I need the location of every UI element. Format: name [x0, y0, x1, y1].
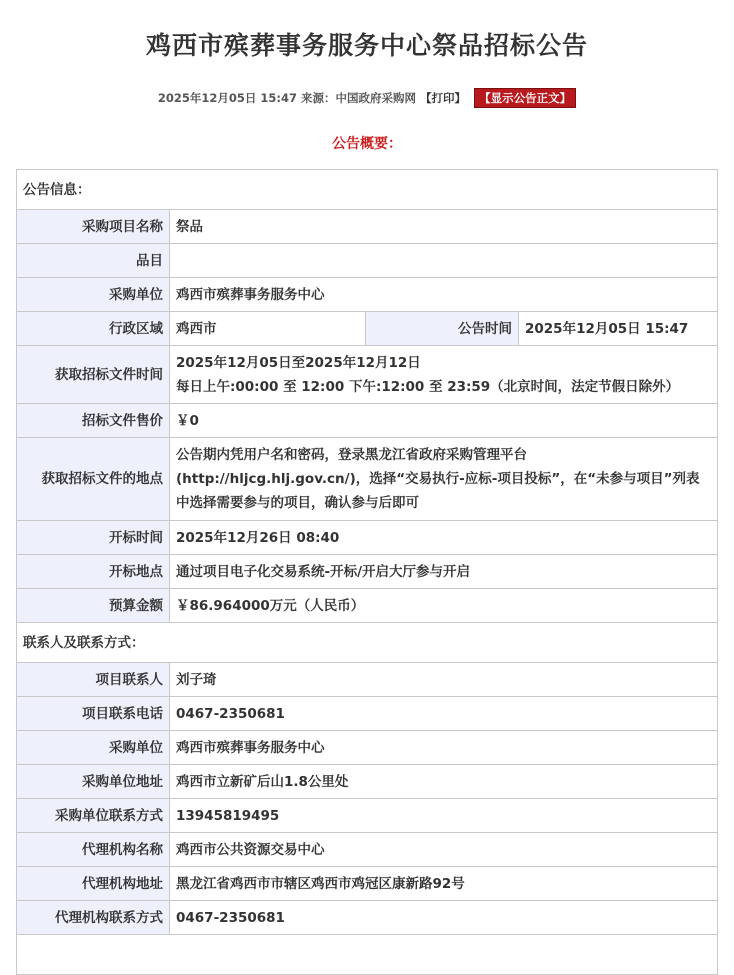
table-row [17, 555, 718, 589]
row-label: 预算金额 [17, 589, 170, 623]
doc-place: 公告期内凭用户名和密码，登录黑龙江省政府采购管理平台(http://hljcg.hlj.gov.cn/)，选择“交易执行-应标-项目投标”，在“未参与项目”列表中选择需要参与的项目，确认参与后即可 [170, 438, 718, 521]
notice-info-section: 公告信息： [17, 170, 718, 210]
doc-price: ￥0 [170, 404, 718, 438]
row-label: 招标文件售价 [17, 404, 170, 438]
row-label: 采购单位 [17, 731, 170, 765]
budget: ￥86.964000万元（人民币） [170, 589, 718, 623]
agency-contact: 0467-2350681 [170, 901, 718, 935]
table-row [17, 697, 718, 731]
table-row [17, 731, 718, 765]
table-row [17, 901, 718, 935]
notice-table [16, 169, 718, 975]
contact-section: 联系人及联系方式： [17, 623, 718, 663]
row-label: 项目联系人 [17, 663, 170, 697]
row-label: 代理机构联系方式 [17, 901, 170, 935]
table-row [17, 278, 718, 312]
row-label: 采购单位地址 [17, 765, 170, 799]
table-row [17, 935, 718, 975]
agency-name: 鸡西市公共资源交易中心 [170, 833, 718, 867]
table-row [17, 438, 718, 521]
table-row [17, 833, 718, 867]
row-label: 采购项目名称 [17, 210, 170, 244]
table-row [17, 404, 718, 438]
row-label: 项目联系电话 [17, 697, 170, 731]
print-link[interactable]: 【打印】 [420, 91, 467, 105]
section-row [17, 170, 718, 210]
project-contact: 刘子琦 [170, 663, 718, 697]
table-row [17, 867, 718, 901]
date-source: 2025年12月05日 15:47 来源：中国政府采购网 [157, 91, 417, 105]
doc-time [170, 346, 718, 404]
region: 鸡西市 [170, 312, 366, 346]
table-row [17, 589, 718, 623]
open-time: 2025年12月26日 08:40 [170, 521, 718, 555]
project-phone: 0467-2350681 [170, 697, 718, 731]
row-label: 代理机构地址 [17, 867, 170, 901]
table-row [17, 346, 718, 404]
page-title: 鸡西市殡葬事务服务中心祭品招标公告 [145, 31, 588, 60]
item-value [170, 244, 718, 278]
table-row [17, 210, 718, 244]
meta-line [0, 88, 734, 108]
project-name: 祭品 [170, 210, 718, 244]
row-label: 公告时间 [366, 312, 519, 346]
open-place: 通过项目电子化交易系统-开标/开启大厅参与开启 [170, 555, 718, 589]
doc-time-line1: 2025年12月05日至2025年12月12日 [176, 354, 421, 371]
row-label: 获取招标文件的地点 [17, 438, 170, 521]
contact-purchaser: 鸡西市殡葬事务服务中心 [170, 731, 718, 765]
doc-time-line2: 每日上午:00:00 至 12:00 下午:12:00 至 23:59（北京时间，法定节假日除外） [176, 378, 680, 395]
row-label: 开标地点 [17, 555, 170, 589]
section-row [17, 623, 718, 663]
table-row [17, 799, 718, 833]
table-row [17, 765, 718, 799]
purchaser: 鸡西市殡葬事务服务中心 [170, 278, 718, 312]
row-label: 获取招标文件时间 [17, 346, 170, 404]
table-row [17, 521, 718, 555]
agency-address: 黑龙江省鸡西市市辖区鸡西市鸡冠区康新路92号 [170, 867, 718, 901]
purchaser-contact: 13945819495 [170, 799, 718, 833]
row-label: 品目 [17, 244, 170, 278]
show-notice-button[interactable]: 【显示公告正文】 [474, 88, 576, 108]
summary-heading: 公告概要： [332, 136, 402, 152]
trailing-row [17, 935, 718, 975]
row-label: 行政区域 [17, 312, 170, 346]
row-label: 代理机构名称 [17, 833, 170, 867]
row-label: 开标时间 [17, 521, 170, 555]
table-row [17, 663, 718, 697]
row-label: 采购单位联系方式 [17, 799, 170, 833]
table-row [17, 244, 718, 278]
purchaser-address: 鸡西市立新矿后山1.8公里处 [170, 765, 718, 799]
table-row [17, 312, 718, 346]
row-label: 采购单位 [17, 278, 170, 312]
announce-time: 2025年12月05日 15:47 [519, 312, 718, 346]
